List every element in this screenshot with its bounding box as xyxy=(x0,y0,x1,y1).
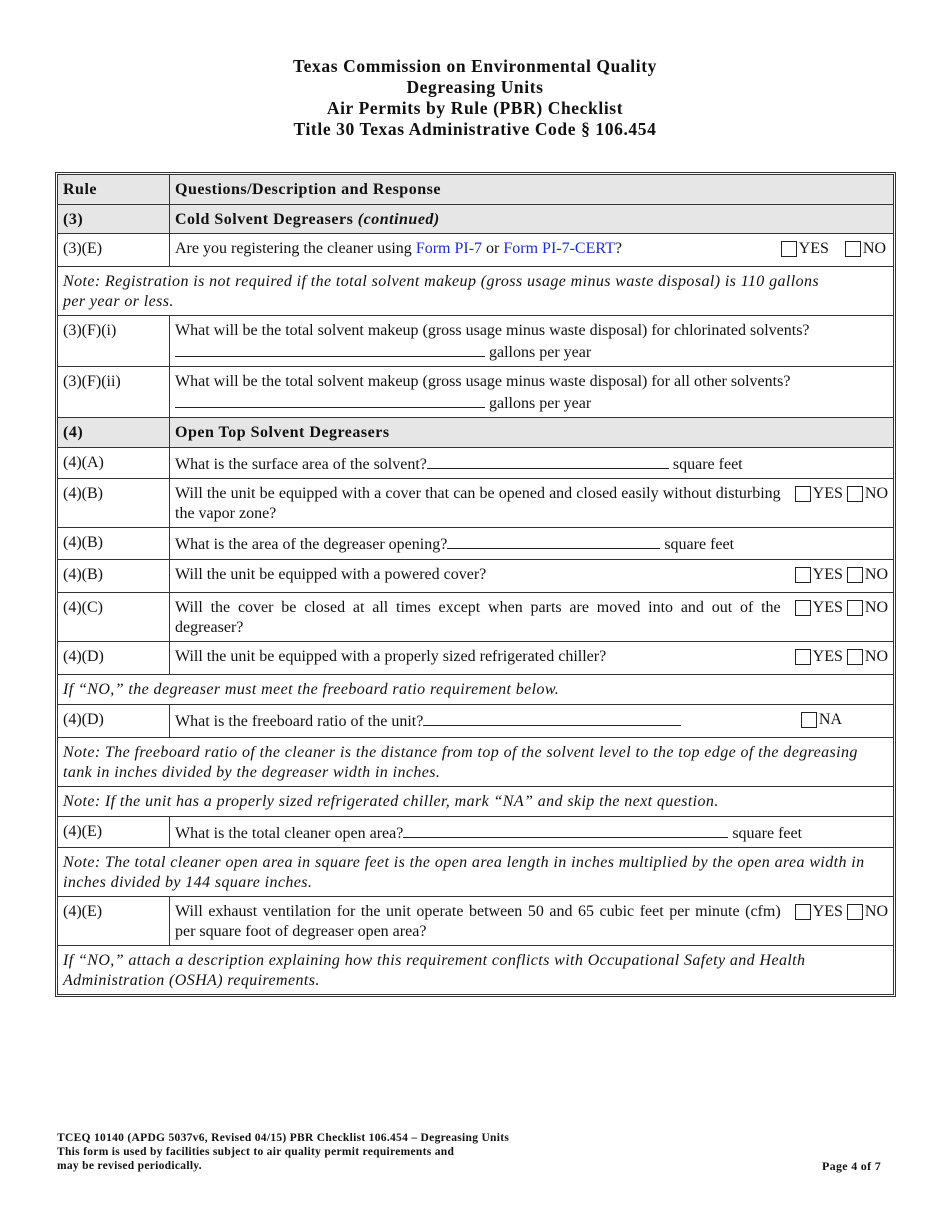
checklist-table xyxy=(55,172,896,997)
section-row xyxy=(58,418,893,448)
question-text: What is the surface area of the solvent? xyxy=(175,455,427,473)
question-text: What will be the total solvent makeup (gross usage minus waste disposal) for chlorinated solvents? xyxy=(175,322,810,340)
rule-cell: (4)(B) xyxy=(58,528,170,560)
table-row xyxy=(58,367,893,418)
unit-label: gallons per year xyxy=(489,343,592,361)
yes-label: YES xyxy=(812,485,843,503)
footer-note-2: may be revised periodically. xyxy=(57,1160,202,1172)
rule-cell: (4)(A) xyxy=(58,448,170,480)
note-row xyxy=(58,946,893,994)
table-header-row xyxy=(58,175,893,205)
yes-label: YES xyxy=(798,240,829,257)
opening-area-field[interactable] xyxy=(447,533,660,549)
note-row xyxy=(58,738,893,787)
no-label: NO xyxy=(864,565,888,583)
checklist-title: Air Permits by Rule (PBR) Checklist xyxy=(326,98,624,118)
open-area-field[interactable] xyxy=(403,822,728,838)
yes-label: YES xyxy=(812,903,843,920)
no-checkbox[interactable] xyxy=(847,649,863,665)
other-makeup-field[interactable] xyxy=(175,392,485,408)
note-row xyxy=(58,267,893,316)
form-footer xyxy=(57,1131,509,1173)
code-title: Title 30 Texas Administrative Code § 106.454 xyxy=(293,119,657,139)
table-row xyxy=(58,528,893,560)
no-label: NO xyxy=(864,599,888,616)
rule-cell: (3)(E) xyxy=(58,234,170,267)
questions-column-header: Questions/Description and Response xyxy=(170,175,893,205)
form-pi7-cert-link[interactable]: Form PI-7-CERT xyxy=(503,240,615,257)
yes-label: YES xyxy=(812,648,843,665)
rule-cell: (3)(F)(ii) xyxy=(58,367,170,418)
yes-checkbox[interactable] xyxy=(795,649,811,665)
note-row xyxy=(58,675,893,705)
note-text: If “NO,” attach a description explaining how this requirement conflicts with Occupational Safety and Health Administration (OSHA) requirements. xyxy=(63,952,806,989)
section-rule: (3) xyxy=(58,205,170,235)
rule-cell: (4)(B) xyxy=(58,479,170,528)
form-pi7-link[interactable]: Form PI-7 xyxy=(415,240,483,257)
no-checkbox[interactable] xyxy=(847,600,863,616)
footer-note: This form is used by facilities subject to air quality permit requirements and xyxy=(57,1146,455,1158)
yes-checkbox[interactable] xyxy=(795,486,811,502)
table-row xyxy=(58,560,893,593)
yes-label: YES xyxy=(812,599,843,616)
note-text: If “NO,” the degreaser must meet the freeboard ratio requirement below. xyxy=(58,675,893,705)
note-text: Note: If the unit has a properly sized refrigerated chiller, mark “NA” and skip the next question. xyxy=(58,787,893,817)
no-label: NO xyxy=(862,240,886,257)
question-mark: ? xyxy=(614,240,622,257)
unit-label: square feet xyxy=(732,824,803,842)
note-text: Note: The freeboard ratio of the cleaner is the distance from top of the solvent level to the top edge of the degreasing tank in inches divided by the degreaser width in inches. xyxy=(58,738,893,787)
rule-cell: (4)(D) xyxy=(58,705,170,738)
question-text: What is the freeboard ratio of the unit? xyxy=(175,712,424,730)
table-row xyxy=(58,479,893,528)
rule-cell: (4)(B) xyxy=(58,560,170,593)
no-label: NO xyxy=(864,648,888,665)
surface-area-field[interactable] xyxy=(427,453,669,469)
table-row xyxy=(58,448,893,480)
yes-checkbox[interactable] xyxy=(781,241,797,257)
note-text: Note: The total cleaner open area in square feet is the open area length in inches multiplied by the open area width in inches divided by 144 square inches. xyxy=(58,848,893,897)
question-text: What will be the total solvent makeup (gross usage minus waste disposal) for all other solvents? xyxy=(175,373,791,391)
section-title-text: Cold Solvent Degreasers xyxy=(175,210,354,228)
subject-title: Degreasing Units xyxy=(406,77,544,97)
yes-label: YES xyxy=(812,565,843,583)
question-text: Will the unit be equipped with a powered cover? xyxy=(175,565,487,583)
table-row xyxy=(58,705,893,738)
form-header xyxy=(0,56,950,140)
chlorinated-makeup-field[interactable] xyxy=(175,341,485,357)
rule-cell: (4)(C) xyxy=(58,593,170,642)
no-checkbox[interactable] xyxy=(847,486,863,502)
section-row xyxy=(58,205,893,235)
question-text: What is the total cleaner open area? xyxy=(175,824,404,842)
rule-cell: (4)(E) xyxy=(58,897,170,946)
no-checkbox[interactable] xyxy=(847,904,863,920)
agency-title: Texas Commission on Environmental Quality xyxy=(293,56,657,76)
no-checkbox[interactable] xyxy=(845,241,861,257)
question-text: Are you registering the cleaner using xyxy=(175,240,412,257)
freeboard-ratio-field[interactable] xyxy=(423,710,681,726)
unit-label: square feet xyxy=(672,455,743,473)
yes-checkbox[interactable] xyxy=(795,904,811,920)
na-label: NA xyxy=(818,710,842,728)
section-title: Open Top Solvent Degreasers xyxy=(170,418,893,448)
na-checkbox[interactable] xyxy=(801,712,817,728)
table-row xyxy=(58,316,893,367)
table-row xyxy=(58,897,893,946)
yes-checkbox[interactable] xyxy=(795,567,811,583)
table-row xyxy=(58,234,893,267)
table-row xyxy=(58,642,893,675)
unit-label: square feet xyxy=(664,536,735,554)
table-row xyxy=(58,817,893,849)
question-text: Will the unit be equipped with a properly sized refrigerated chiller? xyxy=(175,648,607,665)
page-number: Page 4 of 7 xyxy=(822,1159,881,1173)
section-rule: (4) xyxy=(58,418,170,448)
rule-cell: (4)(E) xyxy=(58,817,170,849)
yes-checkbox[interactable] xyxy=(795,600,811,616)
rule-column-header: Rule xyxy=(58,175,170,205)
question-text: What is the area of the degreaser opening? xyxy=(175,536,448,554)
unit-label: gallons per year xyxy=(489,394,592,412)
or-text: or xyxy=(486,240,500,257)
question-text: Will the unit be equipped with a cover that can be opened and closed easily without disturbing the vapor zone? xyxy=(175,485,781,522)
note-row xyxy=(58,787,893,817)
continued-label: (continued) xyxy=(357,210,440,228)
no-label: NO xyxy=(864,485,888,503)
form-id: TCEQ 10140 (APDG 5037v6, Revised 04/15) PBR Checklist 106.454 – Degreasing Units xyxy=(57,1132,510,1144)
question-text: Will exhaust ventilation for the unit operate between 50 and 65 cubic feet per minute (cfm) per square foot of degreaser open area? xyxy=(175,903,781,940)
note-text: Note: Registration is not required if the total solvent makeup (gross usage minus waste disposal) is 110 gallons per year or less. xyxy=(58,267,893,316)
table-row xyxy=(58,593,893,642)
no-checkbox[interactable] xyxy=(847,567,863,583)
no-label: NO xyxy=(864,903,888,920)
rule-cell: (4)(D) xyxy=(58,642,170,675)
rule-cell: (3)(F)(i) xyxy=(58,316,170,367)
question-text: Will the cover be closed at all times except when parts are moved into and out of the degreaser? xyxy=(175,599,781,636)
section-title xyxy=(170,205,893,235)
note-row xyxy=(58,848,893,897)
